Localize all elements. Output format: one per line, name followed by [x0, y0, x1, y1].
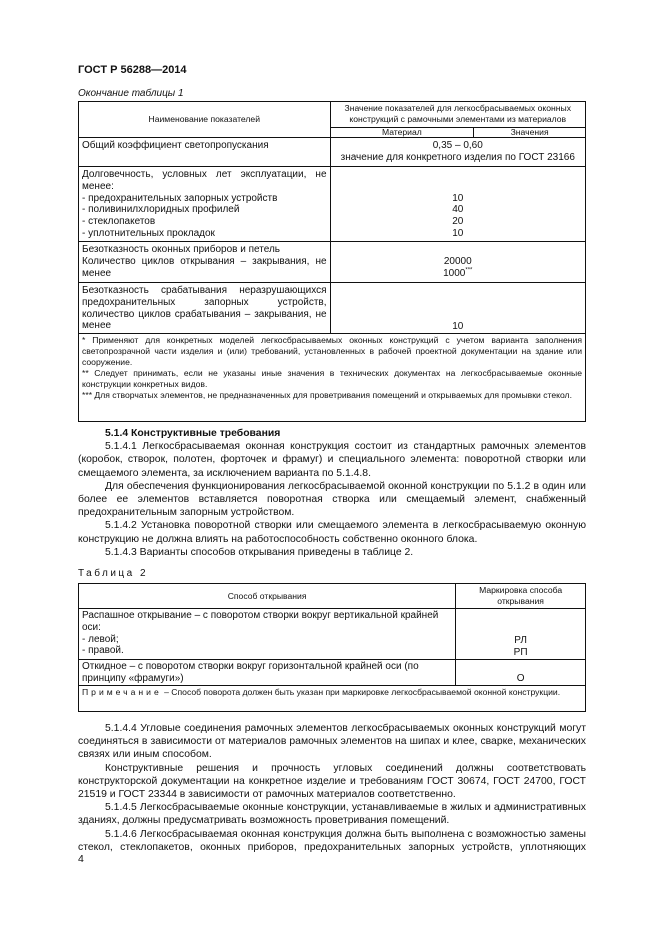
row-name: Откидное – с поворотом створки вокруг горизонтальной крайней оси (по принципу «фрамуги»): [79, 660, 456, 686]
name-line: Распашное открывание – с поворотом створки вокруг вертикальной крайней оси:: [82, 610, 439, 633]
value: значение для конкретного изделия по ГОСТ 23166: [340, 151, 575, 163]
paragraph: 5.1.4.1 Легкосбрасываемая оконная конструкция состоит из стандартных рамочных элементов (коробок, створок, полотен, форточек и фрамуг) и специального элемента: поворотной створки или смещаемого элемента, за исключением варианта по 5.1.4.8.: [78, 441, 586, 479]
footnote: * Применяют для конкретных моделей легкосбрасываемых оконных конструкций с учетом варианта заполнения светопрозрачной части изделия и (или) требований, установленных в рабочей проектной документации на здание или сооружение.: [82, 335, 582, 367]
row-values: [456, 609, 586, 660]
row-name: [79, 167, 331, 242]
table1-footnotes: [79, 334, 586, 422]
table2-head-method: Способ открывания: [79, 584, 456, 609]
row-name: Общий коэффициент светопропускания: [79, 138, 331, 167]
name-line: Количество циклов открывания – закрывания, не менее: [82, 255, 327, 279]
table2-note: [79, 686, 586, 712]
table-row: [79, 138, 586, 167]
footnote-mark: ***: [465, 267, 473, 274]
table2: [78, 583, 586, 712]
footnote: ** Следует принимать, если не указаны иные значения в технических документах на легкосбрасываемые оконные конструкции конкретных видов.: [82, 368, 582, 389]
value: 0,35 – 0,60: [432, 140, 483, 151]
table1-caption: Окончание таблицы 1: [78, 88, 184, 99]
document-header: ГОСТ Р 56288—2014: [78, 64, 187, 76]
value: 10: [452, 227, 464, 239]
row-values: О: [456, 660, 586, 686]
table2-caption: Таблица 2: [78, 568, 149, 579]
table1-head-values: [330, 102, 585, 128]
value: 20: [452, 216, 464, 228]
value: 40: [452, 204, 464, 216]
name-line: - предохранительных запорных устройств: [82, 192, 278, 204]
row-name: Безотказность срабатывания неразрушающихся предохранительных запорных устройств, количество циклов срабатывания – закрывания, не менее: [79, 283, 331, 334]
paragraph: 5.1.4.2 Установка поворотной створки или смещаемого элемента в легкосбрасываемую оконную конструкцию не должна влиять на работоспособность собственно оконного блока.: [78, 520, 586, 545]
name-line: - левой;: [82, 633, 119, 645]
value: 10: [452, 192, 464, 204]
row-name: [79, 242, 331, 283]
table-row: [79, 242, 586, 283]
footnote: *** Для створчатых элементов, не предназначенных для проветривания помещений и открываемых для промывки стекол.: [82, 390, 572, 400]
paragraph: 5.1.4.6 Легкосбрасываемая оконная конструкция должна быть выполнена с возможностью замены стекол, стеклопакетов, оконных приборов, предохранительных запорных устройств, уплотняющих: [78, 828, 586, 853]
paragraph: Для обеспечения функционирования легкосбрасываемой оконной конструкции по 5.1.2 в один или более ее элементов вставляется поворотная створка или смещаемый элемент, снабженный предохранительным запорным устройством.: [78, 480, 586, 519]
row-values: 10: [330, 283, 585, 334]
table1-head-value: Значения: [474, 128, 586, 138]
value: 20000: [443, 255, 472, 267]
table-row: [79, 283, 586, 334]
value: [334, 268, 582, 280]
row-values: [330, 138, 585, 167]
name-line: - правой.: [82, 645, 124, 657]
name-line: - уплотнительных прокладок: [82, 227, 215, 239]
name-line: Безотказность оконных приборов и петель: [82, 244, 281, 255]
section-continued: [78, 722, 586, 854]
section-heading: 5.1.4 Конструктивные требования: [105, 428, 281, 439]
table-row: [79, 167, 586, 242]
section-constructive-requirements: [78, 427, 586, 559]
name-line: - стеклопакетов: [82, 216, 156, 228]
name-line: Долговечность, условных лет эксплуатации, не менее:: [82, 169, 327, 192]
paragraph: 5.1.4.3 Варианты способов открывания приведены в таблице 2.: [105, 546, 414, 558]
value-number: 1000: [443, 267, 466, 279]
paragraph: 5.1.4.4 Угловые соединения рамочных элементов легкосбрасываемых оконных конструкций могут соединяться в зависимости от материалов рамочных элементов на шипах и клее, сварке, механических связях или иным способом.: [78, 723, 586, 761]
row-values: [330, 242, 585, 283]
table-row: [79, 660, 586, 686]
row-values: [330, 167, 585, 242]
head-line: конструкций с рамочными элементами из материалов: [349, 114, 567, 124]
table1-head-name: Наименование показателей: [79, 102, 331, 138]
table-row: [79, 609, 586, 660]
row-name: [79, 609, 456, 660]
value: РП: [513, 647, 528, 659]
table2-head-marking: Маркировка способа открывания: [456, 584, 586, 609]
note-text: – Способ поворота должен быть указан при маркировке легкосбрасываемой оконной конструкции.: [161, 687, 561, 697]
note-label: Примечание: [82, 687, 162, 697]
table1: [78, 101, 586, 422]
value: РЛ: [514, 635, 527, 647]
table1-head-material: Материал: [330, 128, 474, 138]
page-number: 4: [78, 853, 84, 865]
head-line: Значение показателей для легкосбрасываемых оконных: [344, 103, 571, 113]
paragraph: Конструктивные решения и прочность угловых соединений должны соответствовать конструкторской документации на конкретное изделие и требованиям ГОСТ 30674, ГОСТ 24700, ГОСТ 21519 и ГОСТ 23344 в зависимости от рамочных материалов соответственно.: [78, 762, 586, 801]
name-line: - поливинилхлоридных профилей: [82, 204, 240, 216]
paragraph: 5.1.4.5 Легкосбрасываемые оконные конструкции, устанавливаемые в жилых и административных зданиях, должны предусматривать возможность проветривания помещений.: [78, 802, 586, 827]
